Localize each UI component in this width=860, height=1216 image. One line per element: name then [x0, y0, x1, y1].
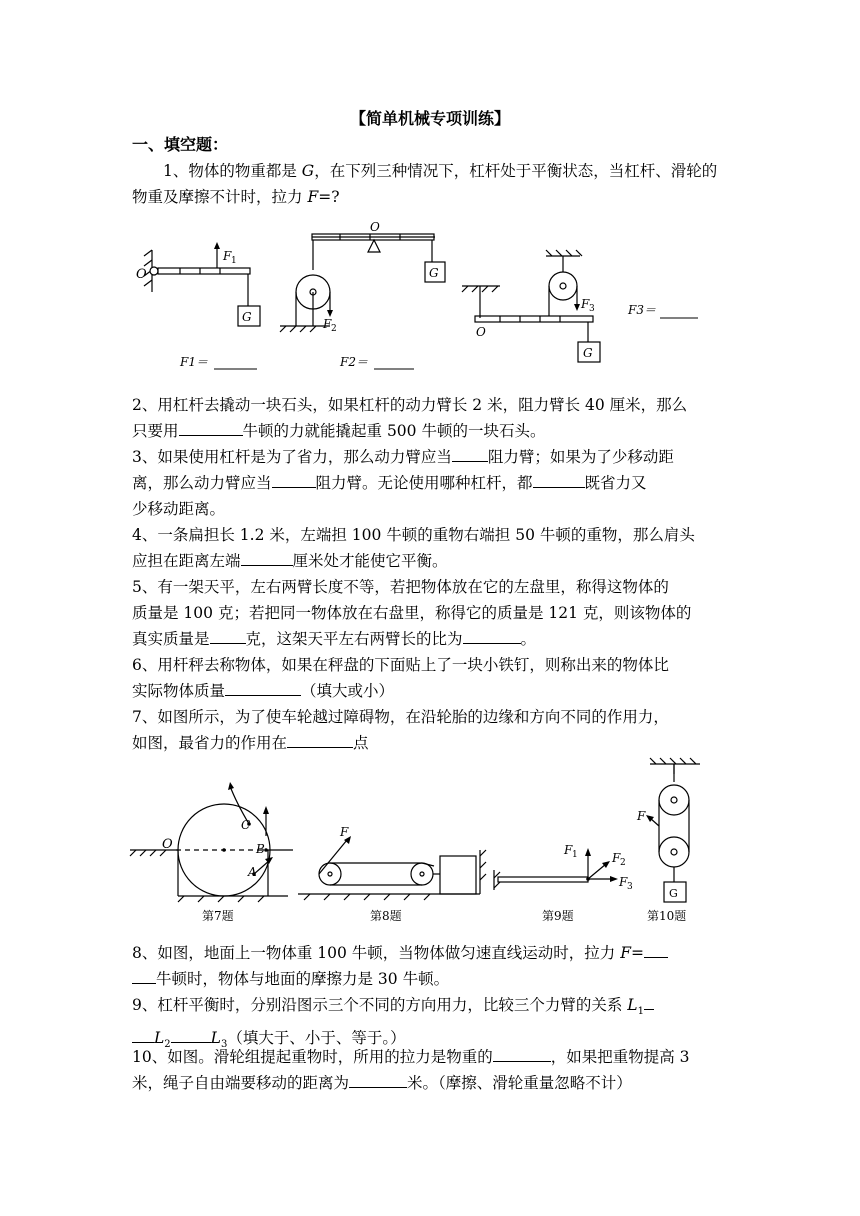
- answer-blank[interactable]: [132, 1026, 154, 1043]
- svg-text:3: 3: [627, 882, 633, 892]
- svg-text:第10题: 第10题: [647, 909, 687, 923]
- answer-blank[interactable]: [452, 445, 488, 462]
- answer-blank[interactable]: [493, 1045, 551, 1062]
- answer-blank[interactable]: [171, 1026, 211, 1043]
- question-5: 5、有一架天平，左右两臂长度不等，若把物体放在它的左盘里，称得这物体的 质量是 100 克；若把同一物体放在右盘里，称得它的质量是 121 克，则该物体的 真实质量是 克，这架天平左右两臂长的比为 。: [132, 578, 692, 648]
- svg-text:1: 1: [231, 256, 237, 266]
- question-8: 8、如图，地面上一物体重 100 牛顿，当物体做匀速直线运动时，拉力 F= 牛顿时，物体与地面的摩擦力是 30 牛顿。: [132, 940, 732, 992]
- svg-text:G: G: [429, 266, 439, 280]
- figure-q7-q10: [128, 756, 708, 936]
- svg-text:F2＝: F2＝: [340, 355, 368, 369]
- svg-text:F: F: [612, 851, 621, 865]
- question-7: 7、如图所示，为了使车轮越过障碍物，在沿轮胎的边缘和方向不同的作用力， 如图，最省力的作用在 点: [132, 708, 669, 752]
- answer-blank[interactable]: [179, 419, 243, 436]
- section-heading: 一、填空题：: [132, 135, 229, 154]
- svg-text:G: G: [242, 310, 252, 324]
- svg-text:G: G: [669, 887, 678, 900]
- svg-text:F: F: [340, 825, 349, 839]
- svg-text:3: 3: [589, 304, 595, 314]
- svg-text:F3＝: F3＝: [628, 303, 656, 317]
- svg-text:G: G: [583, 346, 593, 360]
- svg-text:F: F: [323, 317, 332, 331]
- question-1: 1、物体的物重都是 G，在下列三种情况下，杠杆处于平衡状态，当杠杆、滑轮的物重及摩擦不计时，拉力 F=?: [132, 162, 718, 206]
- svg-text:1: 1: [572, 850, 578, 860]
- answer-blank[interactable]: [225, 679, 301, 696]
- answer-blank[interactable]: [210, 627, 246, 644]
- answer-blank[interactable]: [241, 549, 293, 566]
- svg-text:F: F: [564, 843, 573, 857]
- answer-blank[interactable]: [132, 967, 156, 984]
- svg-text:2: 2: [620, 858, 626, 868]
- svg-text:F: F: [581, 297, 590, 311]
- answer-blank[interactable]: [349, 1071, 407, 1088]
- svg-text:第8题: 第8题: [370, 909, 402, 923]
- svg-text:F: F: [619, 875, 628, 889]
- question-6: 6、用杆秤去称物体，如果在秤盘的下面贴上了一块小铁钉，则称出来的物体比 实际物体质量 （填大或小）: [132, 656, 669, 700]
- question-4: 4、一条扁担长 1.2 米，左端担 100 牛顿的重物右端担 50 牛顿的重物，那么肩头 应担在距离左端 厘米处才能使它平衡。: [132, 526, 695, 570]
- figure-q1: [130, 220, 720, 380]
- svg-text:B: B: [256, 842, 265, 856]
- answer-blank[interactable]: [287, 731, 353, 748]
- svg-text:O: O: [162, 837, 173, 852]
- answer-blank[interactable]: [644, 941, 668, 958]
- question-10: 10、如图。滑轮组提起重物时，所用的拉力是物重的 ，如果把重物提高 3 米，绳子自由端要移动的距离为 米。（摩擦、滑轮重量忽略不计）: [132, 1044, 732, 1096]
- svg-text:A: A: [248, 865, 257, 879]
- svg-text:C: C: [241, 818, 251, 832]
- svg-text:F: F: [637, 809, 646, 823]
- question-2: 2、用杠杆去撬动一块石头，如果杠杆的动力臂长 2 米，阻力臂长 40 厘米，那么 只要用 牛顿的力就能撬起重 500 牛顿的一块石头。: [132, 396, 688, 440]
- svg-text:F1＝: F1＝: [180, 355, 208, 369]
- answer-blank[interactable]: [644, 993, 654, 1010]
- question-3: 3、如果使用杠杆是为了省力，那么动力臂应当 阻力臂；如果为了少移动距 离，那么动力臂应当 阻力臂。无论使用哪种杠杆，都 既省力又 少移动距离。: [132, 444, 732, 522]
- svg-text:第9题: 第9题: [542, 909, 574, 923]
- svg-text:2: 2: [331, 324, 337, 334]
- svg-text:O: O: [370, 220, 380, 234]
- answer-blank[interactable]: [533, 471, 585, 488]
- svg-text:第7题: 第7题: [202, 909, 234, 923]
- question-9: 9、杠杆平衡时，分别沿图示三个不同的方向用力，比较三个力臂的关系 $L_1$ $L_2$ $L_3$（填大于、小于、等于。）: [132, 992, 732, 1058]
- answer-blank[interactable]: [272, 471, 316, 488]
- page-title: 【简单机械专项训练】: [349, 109, 510, 128]
- answer-blank[interactable]: [463, 627, 521, 644]
- svg-text:F: F: [223, 249, 232, 263]
- svg-text:O: O: [136, 267, 147, 282]
- svg-text:O: O: [476, 325, 486, 339]
